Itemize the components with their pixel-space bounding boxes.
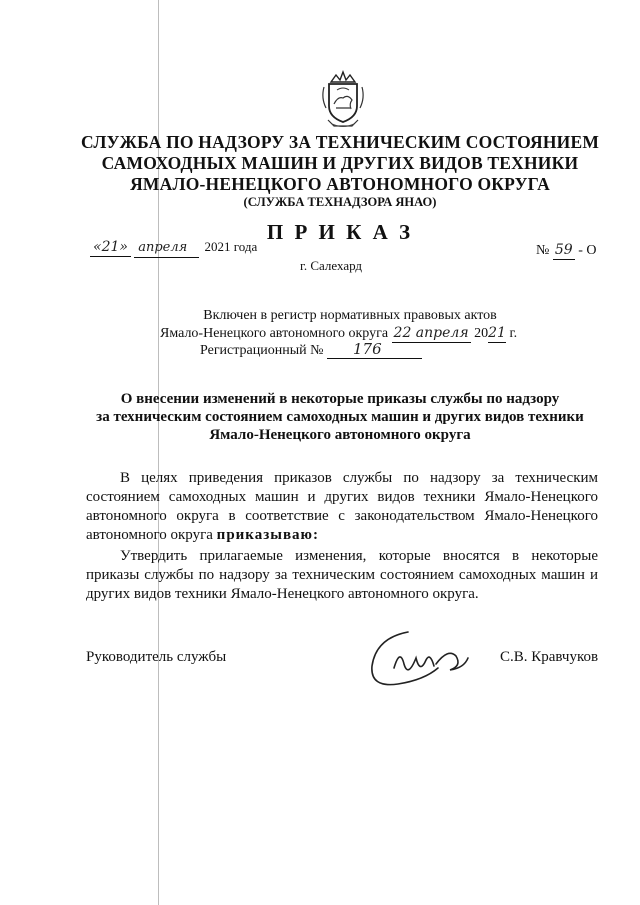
registry-line-1: Включен в регистр нормативных правовых актов: [203, 308, 497, 323]
registry-year-hand: 21: [488, 325, 506, 341]
signatory-position: Руководитель службы: [86, 649, 227, 665]
document-title: П Р И К А З: [266, 220, 414, 244]
handwritten-signature: [364, 622, 476, 694]
subject-line-2: за техническим состоянием самоходных машин и других видов техники: [96, 409, 584, 425]
number-suffix: - О: [578, 243, 597, 258]
registry-line-3: [200, 340, 422, 360]
registry-year-prefix: 20: [474, 326, 489, 341]
number-label: №: [536, 243, 550, 258]
registry-number-value: 176: [327, 340, 422, 359]
order-word: приказываю:: [216, 527, 320, 543]
date-month: апреля: [134, 239, 199, 258]
coat-of-arms-emblem: [318, 68, 368, 130]
org-name-line-3: ЯМАЛО-НЕНЕЦКОГО АВТОНОМНОГО ОКРУГА: [130, 174, 550, 194]
date-year: 2021 года: [204, 239, 258, 254]
signatory-name: С.В. Кравчуков: [500, 649, 599, 665]
registry-region: Ямало-Ненецкого автономного округа: [160, 326, 389, 341]
subject-line-1: О внесении изменений в некоторые приказы службы по надзору: [120, 391, 560, 407]
document-city: г. Салехард: [300, 258, 363, 273]
org-name-line-2: САМОХОДНЫХ МАШИН И ДРУГИХ ВИДОВ ТЕХНИКИ: [101, 153, 579, 173]
body-paragraph-1-text: В целях приведения приказов службы по надзору за техническим состоянием самоходных машин и других видов техники Ямало-Ненецкого автономного округа в соответствие с законодательством Ямало-Ненецкого автономного округа: [86, 470, 598, 543]
body-paragraph-1: [86, 469, 598, 545]
number-value: 59: [554, 242, 573, 258]
document-date: [90, 238, 257, 258]
org-short-name: (СЛУЖБА ТЕХНАДЗОРА ЯНАО): [243, 195, 437, 209]
registry-date: 22 апреля: [393, 325, 469, 341]
registry-number-label: Регистрационный №: [200, 343, 324, 358]
document-number: [536, 241, 596, 260]
body-paragraph-2: Утвердить прилагаемые изменения, которые вносятся в некоторые приказы службы по надзору за техническим состоянием самоходных машин и других видов техники Ямало-Ненецкого автономного округа.: [86, 548, 598, 602]
org-name-line-1: СЛУЖБА ПО НАДЗОРУ ЗА ТЕХНИЧЕСКИМ СОСТОЯНИЕМ: [80, 132, 600, 152]
date-day: «21»: [90, 238, 131, 257]
subject-line-3: Ямало-Ненецкого автономного округа: [209, 427, 471, 443]
registry-year-suffix: г.: [509, 326, 518, 341]
